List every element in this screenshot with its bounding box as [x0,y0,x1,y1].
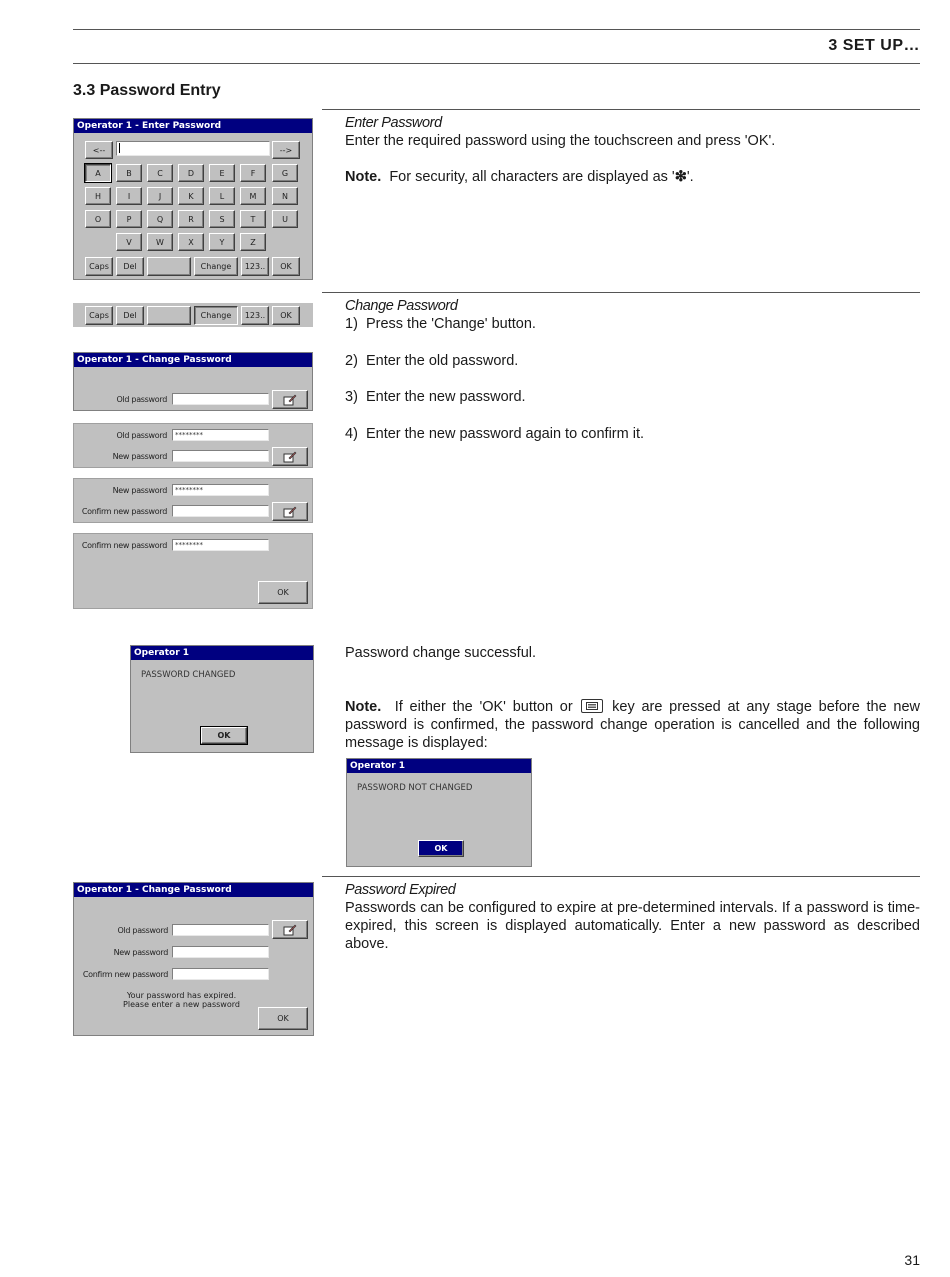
key-c[interactable]: C [147,164,173,182]
new-password-label: New password [113,948,168,957]
old-password-field[interactable] [172,924,269,936]
del-key[interactable]: Del [116,257,144,276]
change-password-heading: Change Password [345,298,458,314]
old-password-field[interactable] [172,393,269,405]
key-l[interactable]: L [209,187,235,205]
step-number: 4) [345,426,358,442]
keyboard-bottom-row [73,303,313,327]
dialog-title: Operator 1 - Change Password [74,883,313,897]
step-number: 2) [345,353,358,369]
edit-icon [283,506,297,518]
step-4 [345,425,644,443]
edit-button[interactable] [272,502,308,521]
note-label: Note. [345,169,382,185]
old-password-label: Old password [116,431,167,440]
note-label: Note. [345,699,382,715]
dialog-title: Operator 1 [347,759,531,773]
section-title: 3.3 Password Entry [73,82,221,99]
key-r[interactable]: R [178,210,204,228]
ok-button[interactable]: OK [258,581,308,604]
page-number: 31 [904,1252,920,1268]
ok-button[interactable]: OK [272,306,300,325]
caps-key[interactable]: Caps [85,306,113,325]
header-bottom-rule [73,63,920,64]
new-password-field[interactable] [172,450,269,462]
key-x[interactable]: X [178,233,204,251]
key-s[interactable]: S [209,210,235,228]
dialog-title: Operator 1 - Change Password [74,353,312,367]
step-text: Enter the new password. [365,389,526,405]
dialog-message: PASSWORD CHANGED [141,670,236,680]
asterisk-symbol-icon: ❇ [674,169,687,185]
note-text: For security, all characters are displayed as ' [389,169,675,185]
new-password-label: New password [112,452,167,461]
new-password-label: New password [112,486,167,495]
password-expired-heading: Password Expired [345,882,456,898]
key-y[interactable]: Y [209,233,235,251]
change-password-step-new [73,423,313,468]
space-key[interactable] [147,306,191,325]
expired-password-dialog [73,882,314,1036]
dialog-title: Operator 1 - Enter Password [74,119,312,133]
section-rule [322,876,920,877]
step-3 [345,388,526,406]
note-text: If either the 'OK' button or [394,699,573,715]
key-t[interactable]: T [240,210,266,228]
key-k[interactable]: K [178,187,204,205]
ok-button[interactable]: OK [272,257,300,276]
edit-icon [283,394,297,406]
key-j[interactable]: J [147,187,173,205]
expired-message-line: Please enter a new password [123,1000,240,1009]
new-password-field[interactable]: ******** [172,484,269,496]
new-password-field[interactable] [172,946,269,958]
edit-button[interactable] [272,447,308,466]
key-u[interactable]: U [272,210,298,228]
edit-icon [283,451,297,463]
edit-icon [283,924,297,936]
enter-password-dialog [73,118,313,280]
section-rule [322,109,920,110]
change-button[interactable]: Change [194,257,238,276]
note-text-end: '. [686,169,694,185]
del-key[interactable]: Del [116,306,144,325]
step-2 [345,352,518,370]
step-text: Press the 'Change' button. [365,316,536,332]
confirm-password-label: Confirm new password [82,970,168,979]
expired-message [114,991,249,1009]
edit-button[interactable] [272,920,308,939]
password-changed-dialog [130,645,314,753]
space-key[interactable] [147,257,191,276]
confirm-password-field[interactable] [172,505,269,517]
key-i[interactable]: I [116,187,142,205]
key-g[interactable]: G [272,164,298,182]
cancel-note [345,698,920,752]
expired-message-line: Your password has expired. [126,991,237,1000]
change-password-step-ok [73,533,313,609]
caps-key[interactable]: Caps [85,257,113,276]
confirm-password-field[interactable] [172,968,269,980]
enter-password-text: Enter the required password using the touchscreen and press 'OK'. [345,133,776,149]
step-number: 3) [345,389,358,405]
chapter-heading: 3 SET UP… [828,37,920,54]
numeric-key[interactable]: 123.. [241,306,269,325]
key-v[interactable]: V [116,233,142,251]
key-d[interactable]: D [178,164,204,182]
success-text: Password change successful. [345,645,537,661]
step-text: Enter the old password. [365,353,519,369]
ok-button[interactable]: OK [418,840,464,857]
password-expired-text: Passwords can be configured to expire at pre-determined intervals. If a password is time-expired, this screen is displayed automatically. Enter a new password as described above. [345,900,920,952]
note-text-end: key are pressed at any stage before the new password is confirmed, the password change operation is cancelled and the following message is displayed: [345,699,921,751]
header-top-rule [73,29,920,30]
step-text: Enter the new password again to confirm it. [365,426,645,442]
dialog-message: PASSWORD NOT CHANGED [357,783,473,793]
key-a[interactable]: A [85,164,111,182]
enter-password-note [345,168,920,186]
key-h[interactable]: H [85,187,111,205]
key-p[interactable]: P [116,210,142,228]
forward-key[interactable]: --> [272,141,300,159]
step-1 [345,315,536,333]
password-input[interactable] [116,141,270,156]
change-password-step-confirm [73,478,313,523]
password-not-changed-dialog [346,758,532,867]
section-rule [322,292,920,293]
dialog-title: Operator 1 [131,646,313,660]
numeric-key[interactable]: 123.. [241,257,269,276]
key-e[interactable]: E [209,164,235,182]
old-password-label: Old password [117,926,168,935]
menu-key-icon [581,699,603,713]
key-o[interactable]: O [85,210,111,228]
key-w[interactable]: W [147,233,173,251]
enter-password-heading: Enter Password [345,115,442,131]
ok-button[interactable]: OK [201,727,247,744]
confirm-password-label: Confirm new password [81,541,167,550]
key-q[interactable]: Q [147,210,173,228]
change-password-dialog [73,352,313,411]
change-button[interactable]: Change [194,306,238,325]
key-n[interactable]: N [272,187,298,205]
key-z[interactable]: Z [240,233,266,251]
key-f[interactable]: F [240,164,266,182]
step-number: 1) [345,316,358,332]
backspace-key[interactable]: <-- [85,141,113,159]
confirm-password-label: Confirm new password [81,507,167,516]
ok-button[interactable]: OK [258,1007,308,1030]
key-b[interactable]: B [116,164,142,182]
old-password-label: Old password [116,395,167,404]
key-m[interactable]: M [240,187,266,205]
old-password-field[interactable]: ******** [172,429,269,441]
confirm-password-field[interactable]: ******** [172,539,269,551]
edit-button[interactable] [272,390,308,409]
